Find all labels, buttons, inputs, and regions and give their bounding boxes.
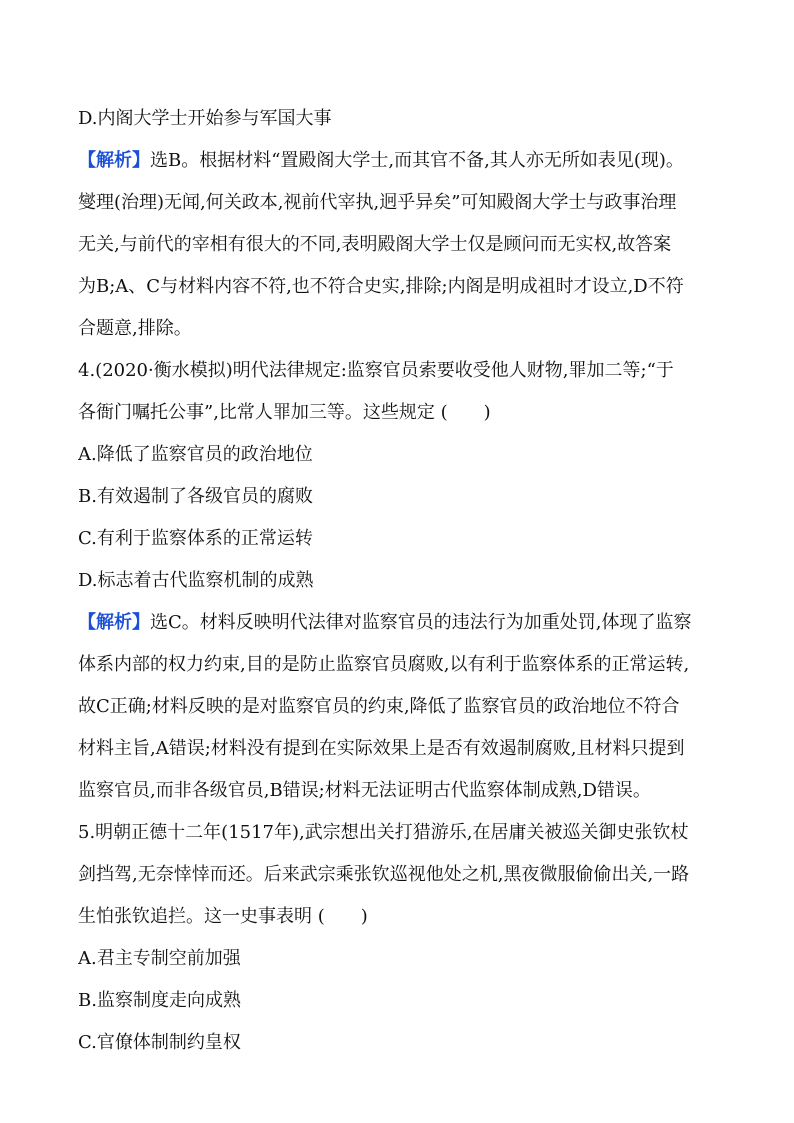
q5-stem-line-1: 5.明朝正德十二年(1517年),武宗想出关打猎游乐,在居庸关被巡关御史张钦杖 xyxy=(78,822,689,843)
q5-stem-line-2: 剑挡驾,无奈悻悻而还。后来武宗乘张钦巡视他处之机,黑夜微服偷偷出关,一路 xyxy=(78,864,690,885)
document-page xyxy=(78,98,728,1064)
question-4 xyxy=(78,350,728,602)
q3-analysis-line-5: 合题意,排除。 xyxy=(78,318,192,339)
q4-stem-line-2: 各衙门嘱托公事”,比常人罪加三等。这些规定 ( ) xyxy=(78,402,491,423)
q3-analysis-line-3: 无关,与前代的宰相有很大的不同,表明殿阁大学士仅是顾问而无实权,故答案 xyxy=(78,234,672,255)
q3-option-d: D.内阁大学士开始参与军国大事 xyxy=(78,108,332,129)
q4-option-b: B.有效遏制了各级官员的腐败 xyxy=(78,486,313,507)
analysis-tag: 【解析】 xyxy=(78,612,150,633)
analysis-tag: 【解析】 xyxy=(78,150,150,171)
analysis-text: 选B。根据材料“置殿阁大学士,而其官不备,其人亦无所如表见(现)。 xyxy=(150,150,684,171)
q4-option-d: D.标志着古代监察机制的成熟 xyxy=(78,570,314,591)
q3-analysis-line-4: 为B;A、C与材料内容不符,也不符合史实,排除;内阁是明成祖时才设立,D不符 xyxy=(78,276,684,297)
q4-analysis-line-2: 体系内部的权力约束,目的是防止监察官员腐败,以有利于监察体系的正常运转, xyxy=(78,654,690,675)
q3-analysis xyxy=(78,140,728,350)
q5-stem-line-3: 生怕张钦追拦。这一史事表明 ( ) xyxy=(78,906,368,927)
q4-analysis-line-5: 监察官员,而非各级官员,B错误;材料无法证明古代监察体制成熟,D错误。 xyxy=(78,780,651,801)
q5-option-b: B.监察制度走向成熟 xyxy=(78,990,241,1011)
question-5 xyxy=(78,812,728,1064)
q4-stem-line-1: 4.(2020·衡水模拟)明代法律规定:监察官员索要收受他人财物,罪加二等;“于 xyxy=(78,360,674,381)
q4-option-c: C.有利于监察体系的正常运转 xyxy=(78,528,313,549)
q4-analysis-line-1 xyxy=(78,602,728,644)
q4-analysis-line-3: 故C正确;材料反映的是对监察官员的约束,降低了监察官员的政治地位不符合 xyxy=(78,696,680,717)
q4-analysis-line-4: 材料主旨,A错误;材料没有提到在实际效果上是否有效遏制腐败,且材料只提到 xyxy=(78,738,685,759)
q4-option-a: A.降低了监察官员的政治地位 xyxy=(78,444,313,465)
q3-analysis-line-1 xyxy=(78,140,728,182)
analysis-text: 选C。材料反映明代法律对监察官员的违法行为加重处罚,体现了监察 xyxy=(150,612,692,633)
q4-analysis xyxy=(78,602,728,812)
q5-option-a: A.君主专制空前加强 xyxy=(78,948,241,969)
q3-analysis-line-2: 燮理(治理)无闻,何关政本,视前代宰执,迥乎异矣”可知殿阁大学士与政事治理 xyxy=(78,192,677,213)
q5-option-c: C.官僚体制制约皇权 xyxy=(78,1032,241,1053)
